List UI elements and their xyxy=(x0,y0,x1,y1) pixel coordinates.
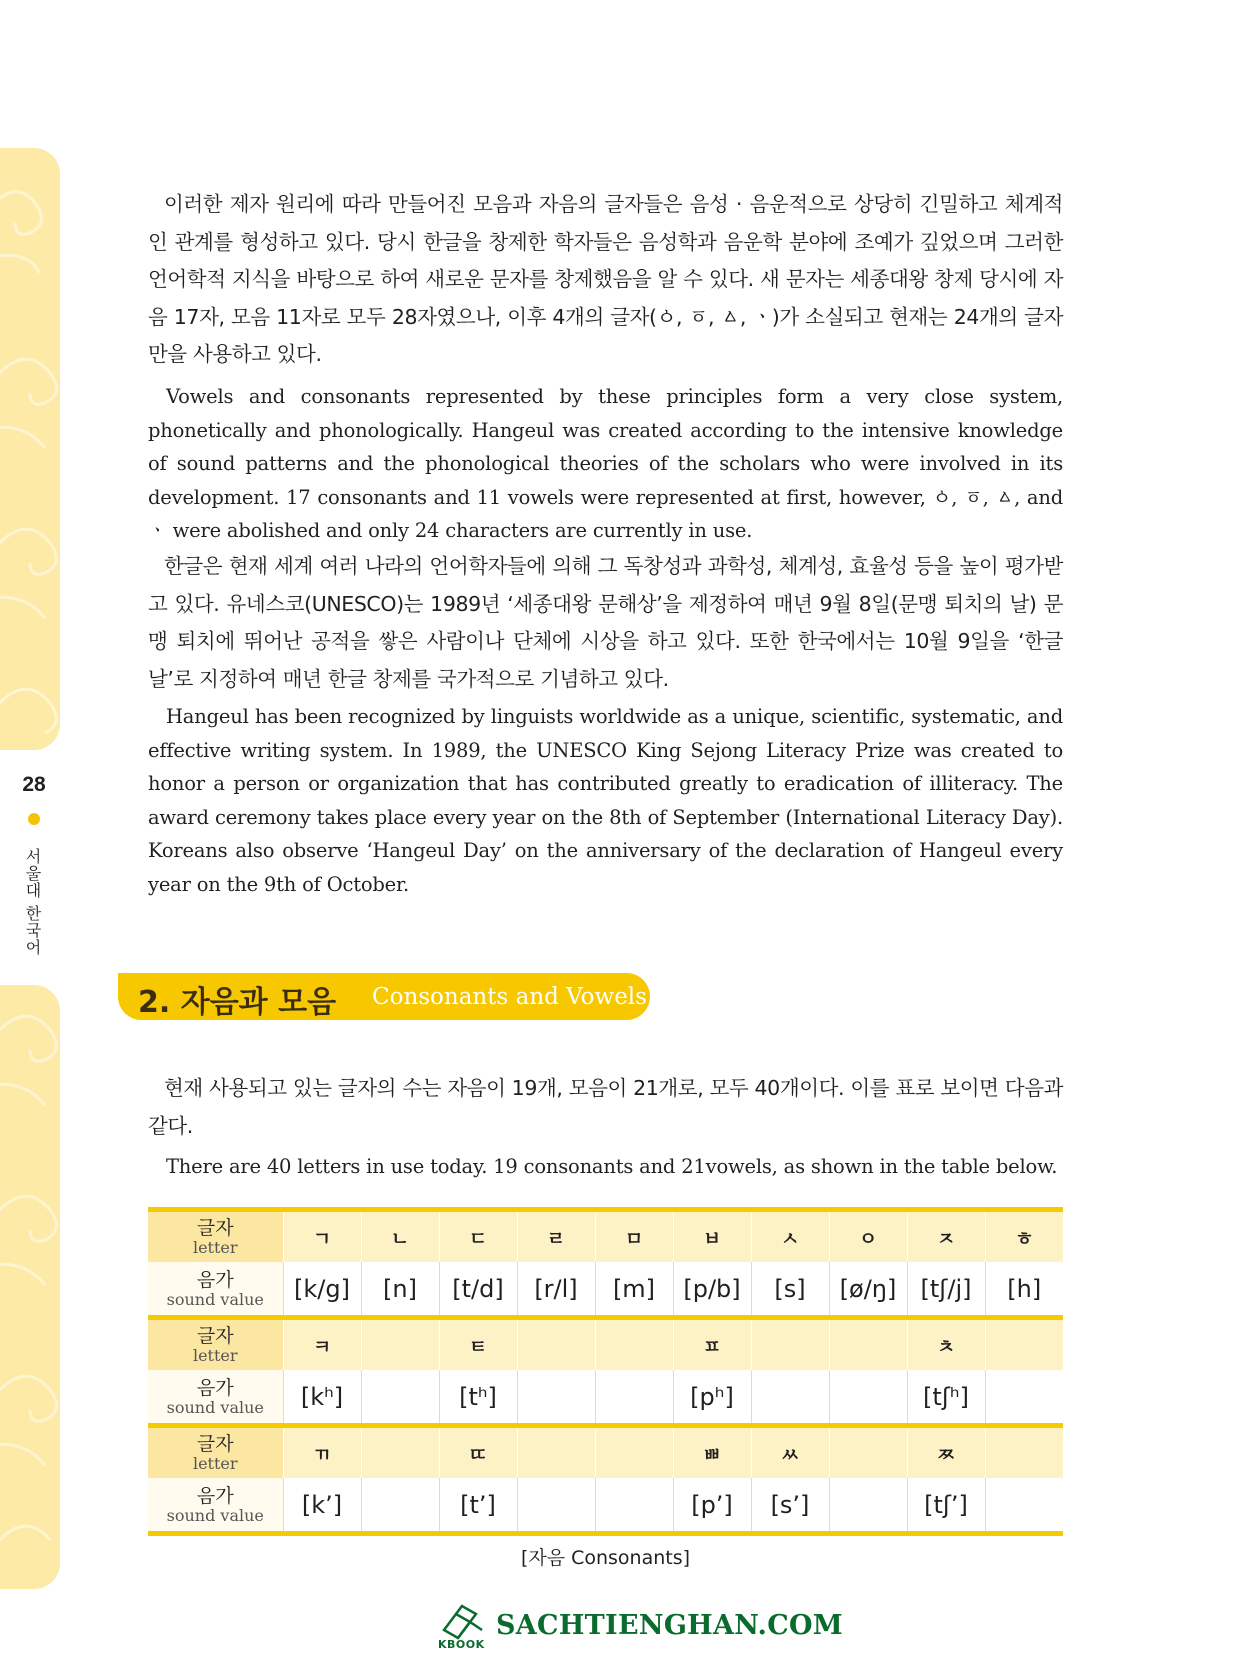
paragraph-2-korean: 한글은 현재 세계 여러 나라의 언어학자들에 의해 그 독창성과 과학성, 체계성, 효율성 등을 높이 평가받고 있다. 유네스코(UNESCO)는 1989년 ‘세종대왕 문해상’을 제정하여 매년 9월 8일(문맹 퇴치의 날) 문맹 퇴치에 뛰어난 공적을 쌓은 사람이나 단체에 시상을 하고 있다. 또한 한국에서는 10월 9일을 ‘한글날’로 지정하여 매년 한글 창제를 국가적으로 기념하고 있다. xyxy=(148,554,1063,691)
cloud-pattern-icon xyxy=(0,148,60,750)
letter-cell: ㅉ xyxy=(907,1426,985,1479)
section-header xyxy=(118,973,650,1020)
consonant-table xyxy=(148,1207,1063,1536)
sound-cell: [kʰ] xyxy=(283,1370,361,1426)
letter-cell xyxy=(829,1318,907,1371)
sound-cell: [k/g] xyxy=(283,1262,361,1318)
sound-cell: [tʰ] xyxy=(439,1370,517,1426)
sound-cell: [h] xyxy=(985,1262,1063,1318)
sound-cell: [tʃʰ] xyxy=(907,1370,985,1426)
letter-cell xyxy=(517,1426,595,1479)
letter-cell: ㅍ xyxy=(673,1318,751,1371)
letter-cell xyxy=(985,1426,1063,1479)
letter-cell: ㅁ xyxy=(595,1210,673,1263)
letter-label-english: letter xyxy=(192,1346,238,1365)
page-dot-marker xyxy=(28,813,40,825)
side-band-bottom xyxy=(0,985,60,1589)
letter-cell: ㄴ xyxy=(361,1210,439,1263)
sound-label-cell xyxy=(148,1478,283,1534)
sound-label-cell xyxy=(148,1262,283,1318)
letter-label-english: letter xyxy=(192,1454,238,1473)
letter-label-korean: 글자 xyxy=(196,1325,234,1347)
sound-cell: [k’] xyxy=(283,1478,361,1534)
sound-label-english: sound value xyxy=(166,1397,264,1417)
sound-cell: [s] xyxy=(751,1262,829,1318)
letter-label-cell xyxy=(148,1426,283,1479)
sound-cell: [tʃ’] xyxy=(907,1478,985,1534)
sound-cell xyxy=(361,1478,439,1534)
sound-label-korean: 음가 xyxy=(196,1376,234,1399)
sound-label-english: sound value xyxy=(166,1289,264,1309)
paragraph-3-english: There are 40 letters in use today. 19 consonants and 21vowels, as shown in the table below. xyxy=(166,1155,1058,1178)
table-row xyxy=(148,1426,1063,1479)
sound-cell xyxy=(595,1370,673,1426)
sound-label-cell xyxy=(148,1370,283,1426)
letter-cell: ㄸ xyxy=(439,1426,517,1479)
sound-label-korean: 음가 xyxy=(196,1484,234,1507)
letter-cell: ㅃ xyxy=(673,1426,751,1479)
table-row xyxy=(148,1210,1063,1263)
letter-cell: ㅆ xyxy=(751,1426,829,1479)
table-row xyxy=(148,1262,1063,1318)
table-row xyxy=(148,1370,1063,1426)
paragraph-3-korean: 현재 사용되고 있는 글자의 수는 자음이 19개, 모음이 21개로, 모두 40개이다. 이를 표로 보이면 다음과 같다. xyxy=(148,1076,1063,1138)
sound-cell xyxy=(751,1370,829,1426)
letter-label-cell xyxy=(148,1210,283,1263)
side-band-top xyxy=(0,148,60,750)
sound-cell xyxy=(595,1478,673,1534)
letter-cell: ㅇ xyxy=(829,1210,907,1263)
letter-cell xyxy=(361,1426,439,1479)
sound-cell: [t/d] xyxy=(439,1262,517,1318)
letter-cell: ㅂ xyxy=(673,1210,751,1263)
watermark-logo-text: KBOOK xyxy=(438,1638,485,1651)
letter-cell xyxy=(361,1318,439,1371)
letter-cell: ㅎ xyxy=(985,1210,1063,1263)
sound-cell: [tʃ/j] xyxy=(907,1262,985,1318)
section-title-english: Consonants and Vowels xyxy=(372,984,647,1010)
sound-cell xyxy=(829,1478,907,1534)
letter-cell: ㅅ xyxy=(751,1210,829,1263)
letter-cell xyxy=(985,1318,1063,1371)
sound-label-english: sound value xyxy=(166,1505,264,1525)
sound-cell: [p/b] xyxy=(673,1262,751,1318)
letter-cell xyxy=(595,1318,673,1371)
letter-cell: ㅊ xyxy=(907,1318,985,1371)
sound-cell: [m] xyxy=(595,1262,673,1318)
sound-cell: [pʰ] xyxy=(673,1370,751,1426)
sound-cell: [t’] xyxy=(439,1478,517,1534)
sound-cell: [ø/ŋ] xyxy=(829,1262,907,1318)
letter-label-english: letter xyxy=(192,1238,238,1257)
letter-cell: ㅌ xyxy=(439,1318,517,1371)
side-book-title: 서울대 한국어 xyxy=(23,848,42,957)
letter-cell: ㄲ xyxy=(283,1426,361,1479)
letter-cell: ㅋ xyxy=(283,1318,361,1371)
letter-cell xyxy=(517,1318,595,1371)
sound-cell xyxy=(517,1370,595,1426)
sound-cell xyxy=(985,1478,1063,1534)
sound-cell: [n] xyxy=(361,1262,439,1318)
sound-cell: [p’] xyxy=(673,1478,751,1534)
page-number: 28 xyxy=(22,773,46,796)
paragraph-2-english: Hangeul has been recognized by linguists worldwide as a unique, scientific, systematic, and effective writing system. In 1989, the UNESCO King Sejong Literacy Prize was created to honor a person or organization that has contributed greatly to eradication of illiteracy. The award ceremony takes place every year on the 8th of September (International Literacy Day). Koreans also observe ‘Hangeul Day’ on the anniversary of the declaration of Hangeul every year on the 9th of October. xyxy=(148,705,1063,896)
table-row xyxy=(148,1318,1063,1371)
letter-label-cell xyxy=(148,1318,283,1371)
sound-cell: [s’] xyxy=(751,1478,829,1534)
letter-cell: ㄹ xyxy=(517,1210,595,1263)
letter-cell xyxy=(829,1426,907,1479)
sound-label-korean: 음가 xyxy=(196,1268,234,1291)
letter-cell: ㄱ xyxy=(283,1210,361,1263)
sound-cell xyxy=(985,1370,1063,1426)
watermark-site-text: SACHTIENGHAN.COM xyxy=(496,1610,843,1641)
sound-cell xyxy=(361,1370,439,1426)
letter-cell xyxy=(595,1426,673,1479)
section-title-korean: 2. 자음과 모음 xyxy=(138,985,337,1020)
table-caption: [자음 Consonants] xyxy=(520,1547,691,1569)
letter-cell: ㄷ xyxy=(439,1210,517,1263)
paragraph-1-english: Vowels and consonants represented by these principles form a very close system, phonetically and phonologically. Hangeul was created according to the intensive knowledge of sound patterns and the phonological theories of the scholars who were involved in its development. 17 consonants and 11 vowels were represented at first, however, ㆁ, ㆆ, ㅿ, and ㆍ were abolished and only 24 characters are currently in use. xyxy=(148,385,1063,542)
paragraph-1-korean: 이러한 제자 원리에 따라 만들어진 모음과 자음의 글자들은 음성 · 음운적으로 상당히 긴밀하고 체계적인 관계를 형성하고 있다. 당시 한글을 창제한 학자들은 음성학과 음운학 분야에 조예가 깊었으며 그러한 언어학적 지식을 바탕으로 하여 새로운 문자를 창제했음을 알 수 있다. 새 문자는 세종대왕 창제 당시에 자음 17자, 모음 11자로 모두 28자였으나, 이후 4개의 글자(ㆁ, ㆆ, ㅿ, ㆍ)가 소실되고 현재는 24개의 글자만을 사용하고 있다. xyxy=(148,192,1063,366)
letter-label-korean: 글자 xyxy=(196,1433,234,1455)
letter-cell xyxy=(751,1318,829,1371)
letter-cell: ㅈ xyxy=(907,1210,985,1263)
table-row xyxy=(148,1478,1063,1534)
letter-label-korean: 글자 xyxy=(196,1217,234,1239)
sound-cell xyxy=(829,1370,907,1426)
sound-cell xyxy=(517,1478,595,1534)
sound-cell: [r/l] xyxy=(517,1262,595,1318)
cloud-pattern-icon xyxy=(0,985,60,1589)
